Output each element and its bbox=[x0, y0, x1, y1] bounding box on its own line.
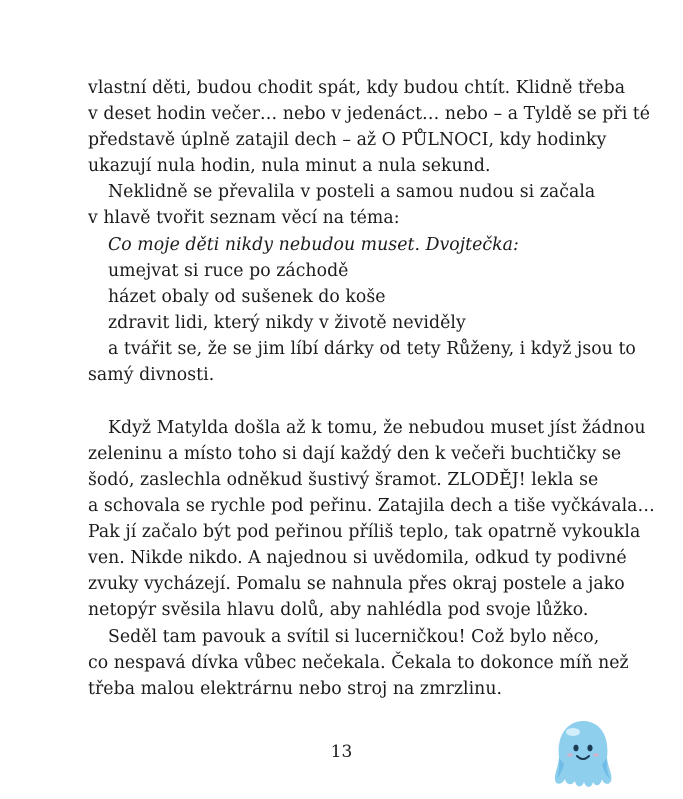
cheek bbox=[567, 753, 573, 757]
text-line: Neklidně se převalila v posteli a samou nudou si začala bbox=[108, 182, 596, 202]
text-line: představě úplně zatajil dech – až O PŮLNOCI, kdy hodinky bbox=[88, 130, 607, 150]
list-item: umejvat si ruce po záchodě bbox=[108, 261, 349, 281]
text-line: Pak jí začalo být pod peřinou příliš teplo, tak opatrně vykoukla bbox=[88, 522, 641, 542]
list-item: házet obaly od sušenek do koše bbox=[108, 287, 386, 307]
right-eye bbox=[587, 745, 592, 752]
text-line: šodó, zaslechla odněkud šustivý šramot. ZLODĚJ! lekla se bbox=[88, 470, 599, 490]
text-line: ven. Nikde nikdo. A najednou si uvědomila, odkud ty podivné bbox=[88, 548, 627, 568]
text-line: samý divnosti. bbox=[88, 365, 215, 385]
text-line: v hlavě tvořit seznam věcí na téma: bbox=[88, 208, 400, 228]
list-item: a tvářit se, že se jim líbí dárky od tety Růženy, i když jsou to bbox=[108, 339, 636, 359]
text-line: Když Matylda došla až k tomu, že nebudou muset jíst žádnou bbox=[108, 418, 646, 438]
text-line: zeleninu a místo toho si dají každý den k večeři buchtičky se bbox=[88, 444, 622, 464]
page-number: 13 bbox=[330, 742, 353, 762]
ghost-jellyfish-icon bbox=[550, 718, 616, 790]
text-line: co nespavá dívka vůbec nečekala. Čekala to dokonce míň než bbox=[88, 653, 629, 673]
text-line: třeba malou elektrárnu nebo stroj na zmrzlinu. bbox=[88, 679, 503, 699]
jelly-highlight bbox=[566, 728, 580, 736]
jelly-body bbox=[555, 721, 612, 787]
text-line: netopýr svěsila hlavu dolů, aby nahlédla pod svoje lůžko. bbox=[88, 600, 589, 620]
text-line: vlastní děti, budou chodit spát, kdy budou chtít. Klidně třeba bbox=[88, 78, 626, 98]
text-line: Seděl tam pavouk a svítil si lucerničkou! Což bylo něco, bbox=[108, 627, 600, 647]
text-line: v deset hodin večer… nebo v jedenáct… nebo – a Tyldě se při té bbox=[88, 104, 651, 124]
text-line: ukazují nula hodin, nula minut a nula sekund. bbox=[88, 156, 491, 176]
list-heading: Co moje děti nikdy nebudou muset. Dvojtečka: bbox=[108, 235, 519, 255]
cheek bbox=[593, 753, 599, 757]
left-eye bbox=[573, 745, 578, 752]
text-line: a schovala se rychle pod peřinu. Zatajila dech a tiše vyčkávala… bbox=[88, 496, 655, 516]
text-line: zvuky vycházejí. Pomalu se nahnula přes okraj postele a jako bbox=[88, 574, 625, 594]
list-item: zdravit lidi, který nikdy v životě neviděly bbox=[108, 313, 466, 333]
